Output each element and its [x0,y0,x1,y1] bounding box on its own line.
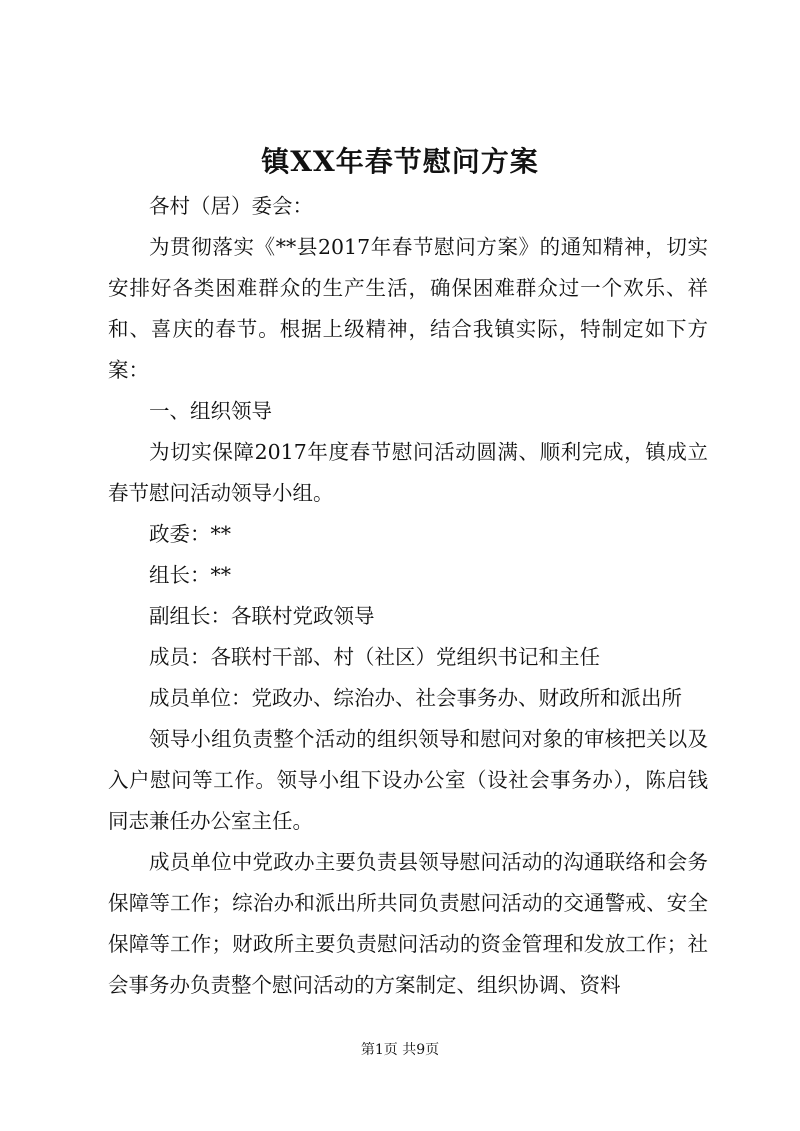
member-units: 成员单位：党政办、综治办、社会事务办、财政所和派出所 [149,686,682,710]
duties-paragraph: 成员单位中党政办主要负责县领导慰问活动的沟通联络和会务保障等工作；综治办和派出所共同负责慰问活动的交通警戒、安全保障等工作；财政所主要负责慰问活动的资金管理和发放工作；社会事务办负责整个慰问活动的方案制定、组织协调、资料 [108,850,708,997]
responsibility-paragraph: 领导小组负责整个活动的组织领导和慰问对象的审核把关以及入户慰问等工作。领导小组下设办公室（设社会事务办），陈启钱同志兼任办公室主任。 [108,727,708,833]
salutation: 各村（居）委会： [149,194,313,218]
organization-paragraph: 为切实保障2017年度春节慰问活动圆满、顺利完成，镇成立春节慰问活动领导小组。 [108,440,708,505]
intro-paragraph: 为贯彻落实《**县2017年春节慰问方案》的通知精神，切实安排好各类困难群众的生产生活，确保困难群众过一个欢乐、祥和、喜庆的春节。根据上级精神，结合我镇实际，特制定如下方案： [108,235,708,382]
page-indicator: 第1页 共9页 [360,1042,440,1058]
member-list: 成员：各联村干部、村（社区）党组织书记和主任 [149,645,600,669]
member-political-commissar: 政委：** [149,522,231,546]
document-body [108,186,708,1006]
section-heading-organization: 一、组织领导 [149,399,272,423]
member-deputy-leader: 副组长：各联村党政领导 [149,604,375,628]
member-group-leader: 组长：** [149,563,231,587]
document-title: 镇XX年春节慰问方案 [261,145,539,178]
